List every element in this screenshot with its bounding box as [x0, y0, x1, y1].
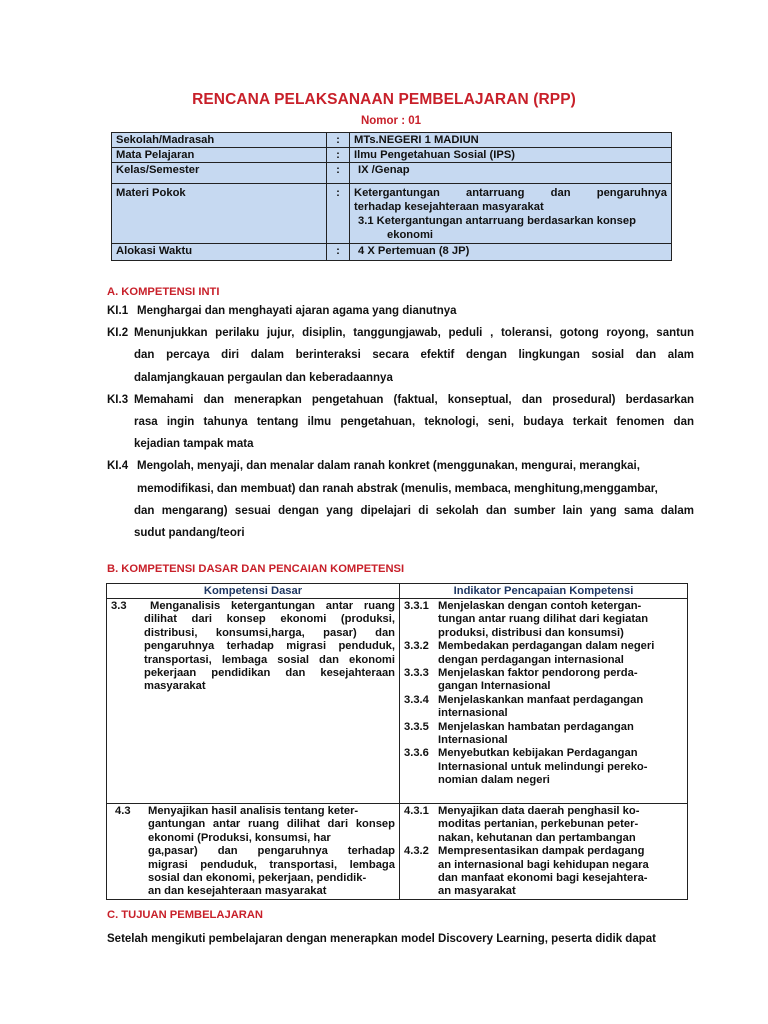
identity-value: MTs.NEGERI 1 MADIUN — [350, 133, 672, 148]
ki-item — [107, 300, 694, 322]
identity-row — [112, 163, 672, 184]
ki-text: Menunjukkan perilaku jujur, disiplin, tanggungjawab, peduli , toleransi, gotong royong, santun — [134, 327, 694, 340]
identity-separator: : — [327, 163, 350, 184]
kd-text — [148, 805, 395, 899]
indicator-cell — [400, 599, 688, 804]
indicator-item — [404, 667, 683, 694]
kd-line: migrasi penduduk, transportasi, lembaga — [148, 858, 395, 871]
identity-value-materi — [350, 184, 672, 244]
ki-label: KI.1 — [107, 305, 129, 317]
ki-label: KI.2 — [107, 327, 129, 340]
indicator-line: Internasional — [438, 734, 508, 747]
identity-value: IX /Genap — [350, 163, 672, 184]
kd-line: an dan kesejahteraan masyarakat — [148, 885, 327, 898]
indicator-item — [404, 845, 683, 899]
kd-number: 3.3 — [111, 600, 127, 612]
identity-row — [112, 148, 672, 163]
indicator-number: 3.3.5 — [404, 720, 429, 733]
identity-separator: : — [327, 133, 350, 148]
indicator-number: 3.3.3 — [404, 667, 429, 680]
kd-item — [111, 600, 395, 694]
kd-line: sosial dan ekonomi, pekerjaan, pendidik- — [148, 872, 367, 885]
section-b-heading: B. KOMPETENSI DASAR DAN PENCAIAN KOMPETENSI — [107, 563, 405, 575]
indicator-line: moditas pertanian, perkebunan peter- — [438, 818, 639, 831]
materi-line: 3.1 Ketergantungan antarruang berdasarkan konsep — [358, 215, 636, 227]
ki-text: dalamjangkauan pergaulan dan keberadaannya — [134, 371, 393, 384]
kd-line: pengaruhnya terhadap migrasi penduduk, — [144, 640, 395, 653]
kd-line: dilihat dari konsep ekonomi (produksi, — [144, 613, 395, 626]
indicator-line: Mempresentasikan dampak perdagang — [438, 845, 645, 858]
indicator-line: an masyarakat — [438, 885, 516, 898]
indicator-line: nomian dalam negeri — [438, 774, 550, 787]
kd-number: 4.3 — [115, 805, 131, 817]
section-a-heading: A. KOMPETENSI INTI — [107, 286, 220, 298]
kd-text — [144, 600, 395, 694]
identity-row — [112, 184, 672, 244]
indicator-item — [404, 747, 683, 787]
identity-label: Materi Pokok — [112, 184, 327, 244]
indicator-item — [404, 805, 683, 845]
identity-value: Ilmu Pengetahuan Sosial (IPS) — [350, 148, 672, 163]
indicator-item — [404, 640, 683, 667]
indicator-number: 4.3.2 — [404, 845, 429, 858]
kd-line: ga,pasar) dan pengaruhnya terhadap — [148, 845, 395, 858]
identity-label: Kelas/Semester — [112, 163, 327, 184]
ki-text: Memahami dan menerapkan pengetahuan (faktual, konseptual, dan prosedural) berdasarkan — [134, 393, 694, 406]
ki-text: Menghargai dan menghayati ajaran agama yang dianutnya — [137, 305, 457, 317]
kd-row — [107, 804, 688, 900]
kd-row — [107, 599, 688, 804]
ki-label: KI.3 — [107, 393, 129, 406]
kd-line: masyarakat — [144, 680, 206, 693]
ki-item — [107, 455, 694, 477]
indicator-line: Membedakan perdagangan dalam negeri — [438, 640, 655, 653]
kd-cell — [107, 804, 400, 900]
ki-item — [107, 322, 694, 344]
ki-text: rasa ingin tahunya tentang ilmu pengetahuan, teknologi, seni, budaya terkait fenomen dan — [134, 416, 694, 429]
kd-header-row — [107, 584, 688, 599]
identity-table — [111, 132, 672, 261]
indicator-line: an internasional bagi kehidupan negara — [438, 858, 649, 871]
ki-text: Mengolah, menyaji, dan menalar dalam ranah konkret (menggunakan, mengurai, merangkai, — [137, 460, 640, 473]
identity-row — [112, 133, 672, 148]
kd-line: pekerjaan pendidikan dan kesejahteraan — [144, 667, 395, 680]
identity-separator: : — [327, 244, 350, 261]
indicator-number: 3.3.4 — [404, 693, 429, 706]
indicator-item — [404, 694, 683, 721]
indicator-line: gangan Internasional — [438, 680, 551, 693]
ki-text: dan percaya diri dalam berinteraksi secara efektif dengan lingkungan sosial dan alam — [134, 349, 694, 362]
ki-item — [107, 389, 694, 411]
kd-line: gantungan antar ruang dilihat dari konsep — [148, 818, 395, 831]
indicator-line: produksi, distribusi dan konsumsi) — [438, 626, 624, 639]
kompetensi-dasar-table — [106, 583, 688, 900]
kd-line: transportasi, lembaga sosial dan ekonomi — [144, 653, 395, 666]
identity-label: Sekolah/Madrasah — [112, 133, 327, 148]
kd-column-header: Kompetensi Dasar — [107, 584, 400, 599]
indicator-line: Menjelaskan dengan contoh ketergan- — [438, 600, 642, 612]
indicator-line: Menyebutkan kebijakan Perdagangan — [438, 747, 638, 760]
indicator-line: Menyajikan data daerah penghasil ko- — [438, 805, 640, 817]
indicator-line: Internasional untuk melindungi pereko- — [438, 760, 648, 773]
kd-line: Menyajikan hasil analisis tentang keter- — [148, 805, 359, 817]
identity-label: Alokasi Waktu — [112, 244, 327, 261]
identity-row — [112, 244, 672, 261]
ki-text: dan mengarang) sesuai dengan yang dipelajari di sekolah dan sumber lain yang sama dalam — [134, 504, 694, 517]
ki-text: memodifikasi, dan membuat) dan ranah abstrak (menulis, membaca, menghitung,menggambar, — [137, 482, 658, 495]
indicator-number: 3.3.1 — [404, 600, 429, 612]
indicator-cell — [400, 804, 688, 900]
ki-text: sudut pandang/teori — [134, 527, 245, 540]
materi-line: terhadap kesejahteraan masyarakat — [354, 201, 544, 213]
identity-separator: : — [327, 148, 350, 163]
kd-line: distribusi, konsumsi,harga, pasar) dan — [144, 626, 395, 639]
document-number: Nomor : 01 — [360, 115, 422, 127]
identity-value: 4 X Pertemuan (8 JP) — [350, 244, 672, 261]
indicator-number: 3.3.2 — [404, 640, 429, 653]
ki-text: kejadian tampak mata — [134, 438, 254, 451]
indicator-line: Menjelaskankan manfaat perdagangan — [438, 693, 644, 706]
indicator-item — [404, 721, 683, 748]
materi-line: ekonomi — [387, 229, 434, 241]
tujuan-text: Setelah mengikuti pembelajaran dengan menerapkan model Discovery Learning, peserta didik dapat — [107, 933, 656, 945]
indicator-number: 3.3.6 — [404, 747, 429, 760]
kd-item — [111, 805, 395, 899]
kd-line: Menganalisis ketergantungan antar ruang — [150, 600, 395, 612]
section-c-heading: C. TUJUAN PEMBELAJARAN — [107, 909, 264, 921]
indicator-line: nakan, kehutanan dan pertambangan — [438, 831, 636, 844]
indicator-item — [404, 600, 683, 640]
identity-separator: : — [327, 184, 350, 244]
indicator-line: dengan perdagangan internasional — [438, 653, 624, 666]
materi-line: Ketergantungan antarruang dan pengaruhnya — [354, 187, 667, 199]
identity-label: Mata Pelajaran — [112, 148, 327, 163]
ki-label: KI.4 — [107, 460, 129, 473]
indicator-line: dan manfaat ekonomi bagi kesejahtera- — [438, 872, 648, 885]
indicator-line: Menjelaskan hambatan perdagangan — [438, 720, 634, 733]
kompetensi-inti-list — [107, 300, 694, 544]
indicator-column-header: Indikator Pencapaian Kompetensi — [400, 584, 688, 599]
kd-line: ekonomi (Produksi, konsumsi, har — [148, 831, 331, 844]
indicator-line: tungan antar ruang dilihat dari kegiatan — [438, 613, 649, 626]
kd-cell — [107, 599, 400, 804]
indicator-line: Menjelaskan faktor pendorong perda- — [438, 667, 638, 680]
document-title: RENCANA PELAKSANAAN PEMBELAJARAN (RPP) — [192, 91, 576, 108]
indicator-line: internasional — [438, 707, 508, 720]
indicator-number: 4.3.1 — [404, 805, 429, 817]
